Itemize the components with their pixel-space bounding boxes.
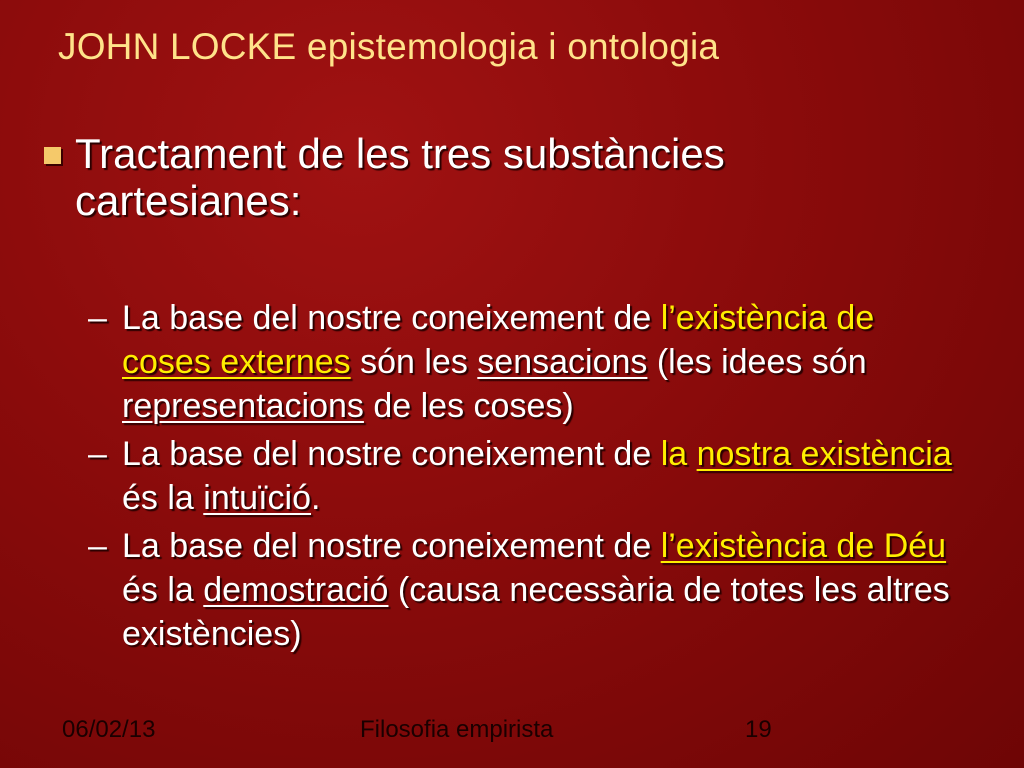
dash-icon: – bbox=[88, 527, 107, 565]
text-run: La base del nostre coneixement de bbox=[122, 435, 661, 473]
highlighted-text: la bbox=[660, 435, 697, 473]
text-run: (les idees són bbox=[647, 343, 867, 381]
text-run: (causa necessària de totes les altres existències) bbox=[122, 571, 950, 653]
text-run: és la bbox=[122, 479, 204, 517]
text-run: La base del nostre coneixement de bbox=[122, 527, 661, 565]
square-bullet-icon bbox=[44, 147, 61, 164]
highlighted-underlined-text: l’existència de Déu bbox=[660, 527, 947, 565]
underlined-text: representacions bbox=[122, 387, 364, 425]
sub-bullet-item bbox=[88, 296, 968, 428]
dash-icon: – bbox=[88, 299, 107, 337]
footer-title: Filosofia empirista bbox=[360, 716, 554, 743]
highlighted-text: l’existència de bbox=[660, 299, 875, 337]
sub-bullet-text bbox=[122, 432, 957, 520]
highlighted-underlined-text: nostra existència bbox=[696, 435, 952, 473]
highlighted-underlined-text: coses externes bbox=[122, 343, 351, 381]
underlined-text: demostració bbox=[203, 571, 389, 609]
underlined-text: intuïció bbox=[203, 479, 311, 517]
text-run: són les bbox=[350, 343, 478, 381]
footer-page-number: 19 bbox=[745, 716, 772, 743]
slide-title: JOHN LOCKE epistemologia i ontologia bbox=[58, 26, 720, 67]
text-run: de les coses) bbox=[363, 387, 574, 425]
main-bullet-text: Tractament de les tres substàncies cartesianes: bbox=[75, 130, 725, 224]
footer-date: 06/02/13 bbox=[62, 716, 156, 743]
text-run: . bbox=[311, 479, 321, 517]
underlined-text: sensacions bbox=[477, 343, 648, 381]
sub-bullet-item bbox=[88, 432, 968, 520]
text-run: La base del nostre coneixement de bbox=[122, 299, 661, 337]
text-run: és la bbox=[122, 571, 204, 609]
sub-bullet-text bbox=[122, 524, 957, 656]
main-bullet bbox=[44, 130, 944, 224]
sub-bullet-list bbox=[88, 296, 968, 660]
sub-bullet-item bbox=[88, 524, 968, 656]
dash-icon: – bbox=[88, 435, 107, 473]
sub-bullet-text bbox=[122, 296, 957, 428]
